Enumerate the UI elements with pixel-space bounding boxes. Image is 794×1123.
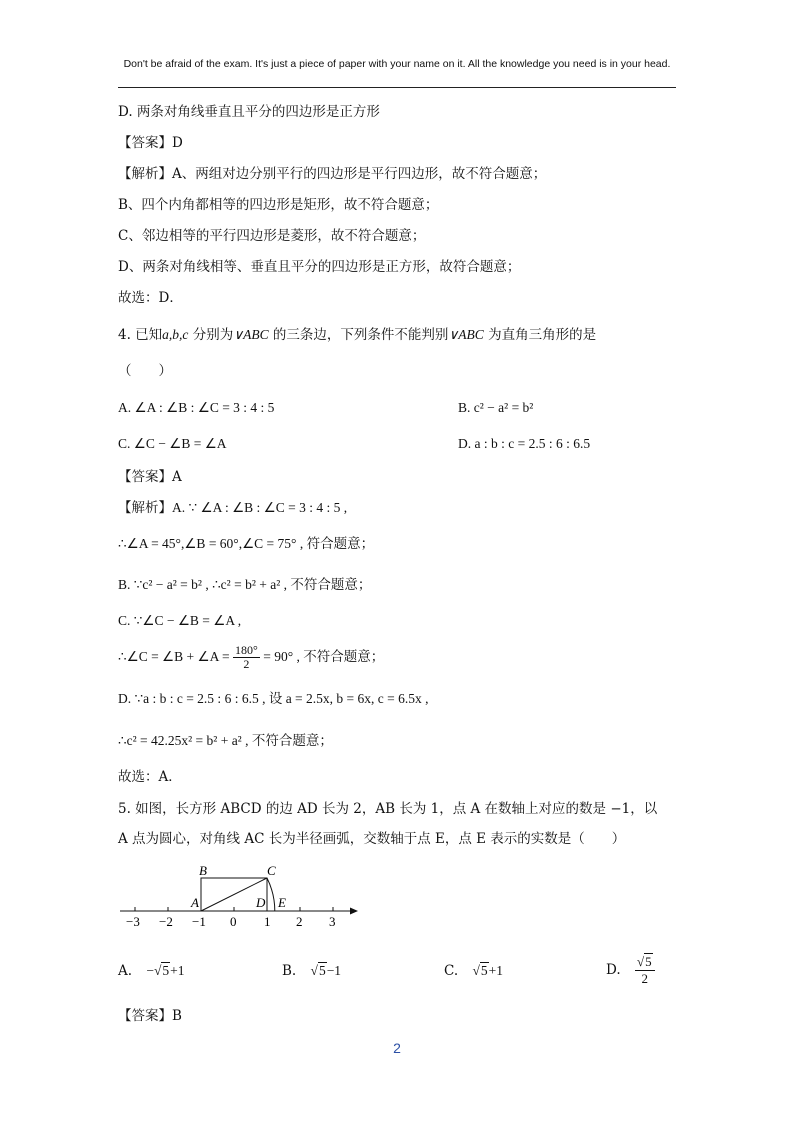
q4-option-d: D. a : b : c = 2.5 : 6 : 6.5 [458, 436, 591, 451]
point-label-c: C [267, 863, 276, 878]
tick-label: −3 [126, 914, 140, 929]
page-header: Don't be afraid of the exam. It's just a piece of paper with your name on it. All the knowledge you need is in your head. [123, 58, 671, 70]
q3-option-d: D. 两条对角线垂直且平分的四边形是正方形 [118, 104, 380, 120]
radicand: 5 [645, 954, 652, 969]
tick-label: 1 [264, 914, 271, 929]
q4-option-b: B. c² − a² = b² [458, 400, 534, 415]
q4-option-c: C. ∠C − ∠B = ∠A [118, 436, 227, 451]
point-label-e: E [278, 895, 286, 910]
q4-paren: （ ） [118, 363, 172, 379]
tick-label: 0 [230, 914, 237, 929]
option-value: √5−1 [310, 963, 342, 978]
q3-analysis-line: D、两条对角线相等、垂直且平分的四边形是正方形，故符合题意； [118, 259, 521, 275]
q4-fraction-suffix: = 90° , 不符合题意； [259, 649, 385, 664]
tick-label: 3 [329, 914, 336, 929]
option-suffix: +1 [488, 963, 503, 978]
page-number: 2 [393, 1040, 401, 1056]
option-label: B. [282, 963, 297, 979]
q4-stem-triangle: ∨ABC [233, 327, 269, 342]
q4-analysis-line: ∴c² = 42.25x² = b² + a² , 不符合题意； [118, 733, 333, 748]
q4-answer: 【答案】A [118, 469, 182, 485]
option-value: −√5+1 [146, 963, 185, 978]
minus-sign: − [146, 963, 154, 978]
q4-analysis-line: B. ∵c² − a² = b² , ∴c² = b² + a² , 不符合题意； [118, 577, 372, 592]
q4-analysis-line: C. ∵∠C − ∠B = ∠A , [118, 613, 242, 628]
q3-answer: 【答案】D [118, 135, 183, 151]
fraction-numerator: √5 [635, 954, 655, 971]
q5-answer: 【答案】B [118, 1008, 182, 1024]
point-label-a: A [191, 895, 199, 910]
axis-arrow [350, 908, 358, 915]
arc-ce [267, 878, 275, 911]
q4-analysis-line: 【解析】A. ∵ ∠A : ∠B : ∠C = 3 : 4 : 5 , [118, 500, 348, 515]
point-label-d: D [256, 895, 266, 910]
q4-fraction-prefix: ∴∠C = ∠B + ∠A = [118, 649, 234, 664]
q5-option-c [444, 961, 503, 981]
option-label: A. [118, 963, 133, 979]
tick-label: −2 [159, 914, 173, 929]
number-line-figure [115, 860, 365, 930]
q4-stem-triangle-2: ∨ABC [448, 327, 484, 342]
q3-analysis-line: B、四个内角都相等的四边形是矩形，故不符合题意； [118, 197, 439, 213]
option-value [635, 954, 655, 987]
q4-stem [118, 325, 596, 345]
radicand: 5 [318, 963, 326, 978]
tick-label: −1 [192, 914, 206, 929]
q5-option-d [606, 950, 655, 990]
q5-stem-line: A 点为圆心，对角线 AC 长为半径画弧，交数轴于点 E，点 E 表示的实数是（ ） [118, 831, 626, 847]
q4-stem-mid2: 的三条边，下列条件不能判别 [268, 327, 449, 343]
q3-analysis-line: C、邻边相等的平行四边形是菱形，故不符合题意； [118, 228, 426, 244]
q3-analysis-line: 故选：D． [118, 290, 183, 306]
fraction-denominator: 2 [641, 971, 648, 986]
fraction-denominator: 2 [243, 657, 250, 672]
q4-analysis-line: D. ∵a : b : c = 2.5 : 6 : 6.5 , 设 a = 2.5x, b = 6x, c = 6.5x , [118, 691, 429, 706]
radicand: 5 [162, 963, 170, 978]
q4-fraction [233, 644, 260, 671]
option-suffix: −1 [326, 963, 342, 978]
tick-label: 2 [296, 914, 303, 929]
axis-ticks [135, 907, 333, 911]
option-label: D. [606, 962, 621, 978]
q4-option-a: A. ∠A : ∠B : ∠C = 3 : 4 : 5 [118, 400, 275, 415]
q4-analysis-line: 故选：A． [118, 769, 182, 785]
option-suffix: +1 [170, 963, 185, 978]
option-value: √5+1 [472, 963, 503, 978]
q4-analysis-line: ∴∠A = 45°,∠B = 60°,∠C = 75° , 符合题意； [118, 536, 375, 551]
q4-stem-prefix: 4. 已知 [118, 327, 163, 343]
point-label-b: B [199, 863, 207, 878]
q5-option-b [282, 961, 341, 981]
header-divider [118, 87, 676, 88]
radicand: 5 [480, 963, 488, 978]
q4-stem-vars: a,b,c [162, 327, 189, 342]
q5-option-a [118, 961, 185, 981]
q4-stem-mid: 分别为 [188, 327, 234, 343]
fraction-numerator: 180° [235, 643, 258, 658]
q3-analysis-line: 【解析】A、两组对边分别平行的四边形是平行四边形，故不符合题意； [118, 166, 547, 182]
q5-stem-line: 5. 如图，长方形 ABCD 的边 AD 长为 2，AB 长为 1，点 A 在数轴上对应的数是 −1，以 [118, 801, 658, 817]
q4-stem-end: 为直角三角形的是 [483, 327, 597, 343]
q4-analysis-fraction-line [118, 642, 384, 672]
option-label: C. [444, 963, 459, 979]
